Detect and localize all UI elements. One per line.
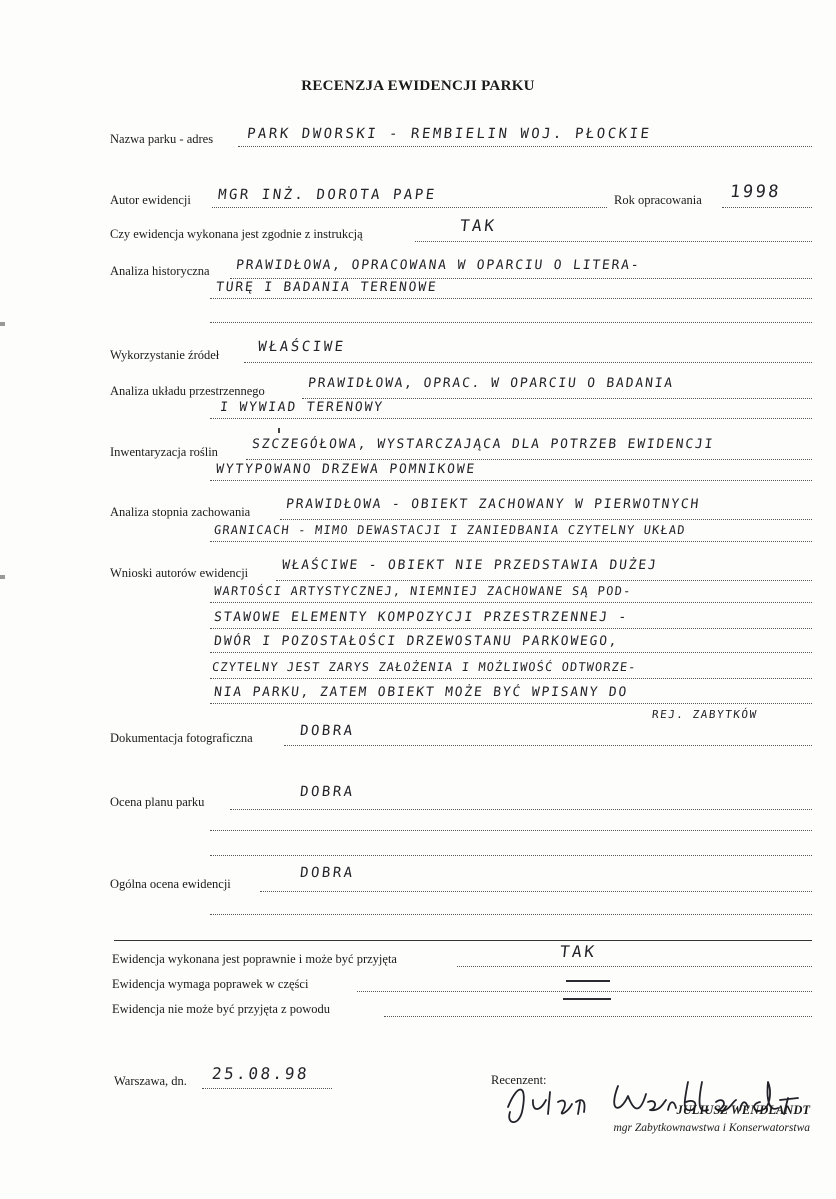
preservation-line-1 xyxy=(280,519,812,520)
conclusions-text-2: WARTOŚCI ARTYSTYCZNEJ, NIEMNIEJ ZACHOWANE SĄ POD- xyxy=(213,584,633,598)
section-divider xyxy=(114,940,812,941)
sources-value: WŁAŚCIWE xyxy=(257,339,347,355)
park-name-label: Nazwa parku - adres xyxy=(110,132,214,146)
conclusions-text-4: DWÓR I POZOSTAŁOŚCI DRZEWOSTANU PARKOWEGO, xyxy=(213,634,620,649)
margin-mark xyxy=(0,322,5,326)
compliance-line xyxy=(415,241,812,242)
ink-speck xyxy=(278,428,280,433)
preservation-line-2 xyxy=(210,541,812,542)
historical-line-1 xyxy=(230,278,812,279)
inventory-line-2 xyxy=(210,480,812,481)
historical-text-2: TURĘ I BADANIA TERENOWE xyxy=(215,280,439,295)
conclusions-line-1 xyxy=(276,580,812,581)
verdict-partial-label: Ewidencja wymaga poprawek w części xyxy=(112,977,309,991)
verdict-partial-line xyxy=(357,991,812,992)
spatial-text-2: I WYWIAD TERENOWY xyxy=(219,400,385,415)
author-line xyxy=(212,207,607,208)
date-value: 25.08.98 xyxy=(211,1064,311,1083)
verdict-rejected-label: Ewidencja nie może być przyjęta z powodu xyxy=(112,1002,330,1016)
conclusions-text-3: STAWOWE ELEMENTY KOMPOZYCJI PRZESTRZENNEJ - xyxy=(213,610,629,625)
date-line xyxy=(202,1088,332,1089)
compliance-value: TAK xyxy=(459,216,498,235)
overall-line-1 xyxy=(260,891,812,892)
verdict-partial-dash xyxy=(566,980,610,982)
photo-value: DOBRA xyxy=(299,723,356,739)
verdict-accepted-value: TAK xyxy=(559,942,598,961)
inventory-text-2: WYTYPOWANO DRZEWA POMNIKOWE xyxy=(215,462,477,477)
conclusions-line-4 xyxy=(210,652,812,653)
plan-label: Ocena planu parku xyxy=(110,795,205,809)
conclusions-label: Wnioski autorów ewidencji xyxy=(110,566,249,580)
plan-line-1 xyxy=(230,809,812,810)
plan-line-3 xyxy=(210,855,812,856)
overall-label: Ogólna ocena ewidencji xyxy=(110,877,231,891)
sources-label: Wykorzystanie źródeł xyxy=(110,348,220,362)
inventory-line-1 xyxy=(246,459,812,460)
conclusions-line-6 xyxy=(210,703,812,704)
year-label: Rok opracowania xyxy=(614,193,702,207)
photo-label: Dokumentacja fotograficzna xyxy=(110,731,253,745)
historical-label: Analiza historyczna xyxy=(110,264,210,278)
conclusions-text-6: NIA PARKU, ZATEM OBIEKT MOŻE BYĆ WPISANY DO xyxy=(213,685,629,700)
reviewer-name: JULIUSZ WENDLANDT xyxy=(676,1103,810,1117)
reviewer-label: Recenzent: xyxy=(491,1073,547,1087)
verdict-accepted-label: Ewidencja wykonana jest poprawnie i może być przyjęta xyxy=(112,952,397,966)
verdict-rejected-dash xyxy=(563,998,611,1000)
overall-value: DOBRA xyxy=(299,865,356,881)
photo-line xyxy=(284,745,812,746)
overall-line-2 xyxy=(210,914,812,915)
spatial-line-2 xyxy=(210,418,812,419)
author-label: Autor ewidencji xyxy=(110,193,191,207)
conclusions-text-5: CZYTELNY JEST ZARYS ZAŁOŻENIA I MOŻLIWOŚĆ ODTWORZE- xyxy=(211,660,638,674)
plan-line-2 xyxy=(210,830,812,831)
spatial-label: Analiza układu przestrzennego xyxy=(110,384,265,398)
inventory-label: Inwentaryzacja roślin xyxy=(110,445,218,459)
verdict-rejected-line xyxy=(384,1016,812,1017)
plan-value: DOBRA xyxy=(299,784,356,800)
historical-line-2 xyxy=(210,298,812,299)
preservation-label: Analiza stopnia zachowania xyxy=(110,505,251,519)
historical-line-3 xyxy=(210,322,812,323)
park-name-line xyxy=(238,146,812,147)
inventory-text-1: SZCZEGÓŁOWA, WYSTARCZAJĄCA DLA POTRZEB EWIDENCJI xyxy=(251,437,715,452)
spatial-text-1: PRAWIDŁOWA, OPRAC. W OPARCIU O BADANIA xyxy=(307,376,675,391)
spatial-line-1 xyxy=(302,398,812,399)
year-value: 1998 xyxy=(728,182,783,202)
verdict-accepted-line xyxy=(457,966,812,967)
year-line xyxy=(722,207,812,208)
conclusions-text-1: WŁAŚCIWE - OBIEKT NIE PRZEDSTAWIA DUŻEJ xyxy=(281,558,659,573)
historical-text-1: PRAWIDŁOWA, OPRACOWANA W OPARCIU O LITERA- xyxy=(235,258,642,273)
document-title: RECENZJA EWIDENCJI PARKU xyxy=(301,78,535,94)
margin-mark xyxy=(0,575,5,579)
conclusions-line-3 xyxy=(210,628,812,629)
conclusions-text-7: REJ. ZABYTKÓW xyxy=(651,708,759,721)
place-date-label: Warszawa, dn. xyxy=(114,1074,187,1088)
conclusions-line-5 xyxy=(210,678,812,679)
reviewer-title: mgr Zabytkownawstwa i Konserwatorstwa xyxy=(613,1122,810,1134)
preservation-text-1: PRAWIDŁOWA - OBIEKT ZACHOWANY W PIERWOTNYCH xyxy=(285,497,701,512)
compliance-label: Czy ewidencja wykonana jest zgodnie z instrukcją xyxy=(110,227,363,241)
author-value: MGR INŻ. DOROTA PAPE xyxy=(217,187,438,203)
conclusions-line-2 xyxy=(210,602,812,603)
sources-line xyxy=(244,362,812,363)
park-name-value: PARK DWORSKI - REMBIELIN WOJ. PŁOCKIE xyxy=(246,126,653,142)
preservation-text-2: GRANICACH - MIMO DEWASTACJI I ZANIEDBANIA CZYTELNY UKŁAD xyxy=(213,523,687,537)
